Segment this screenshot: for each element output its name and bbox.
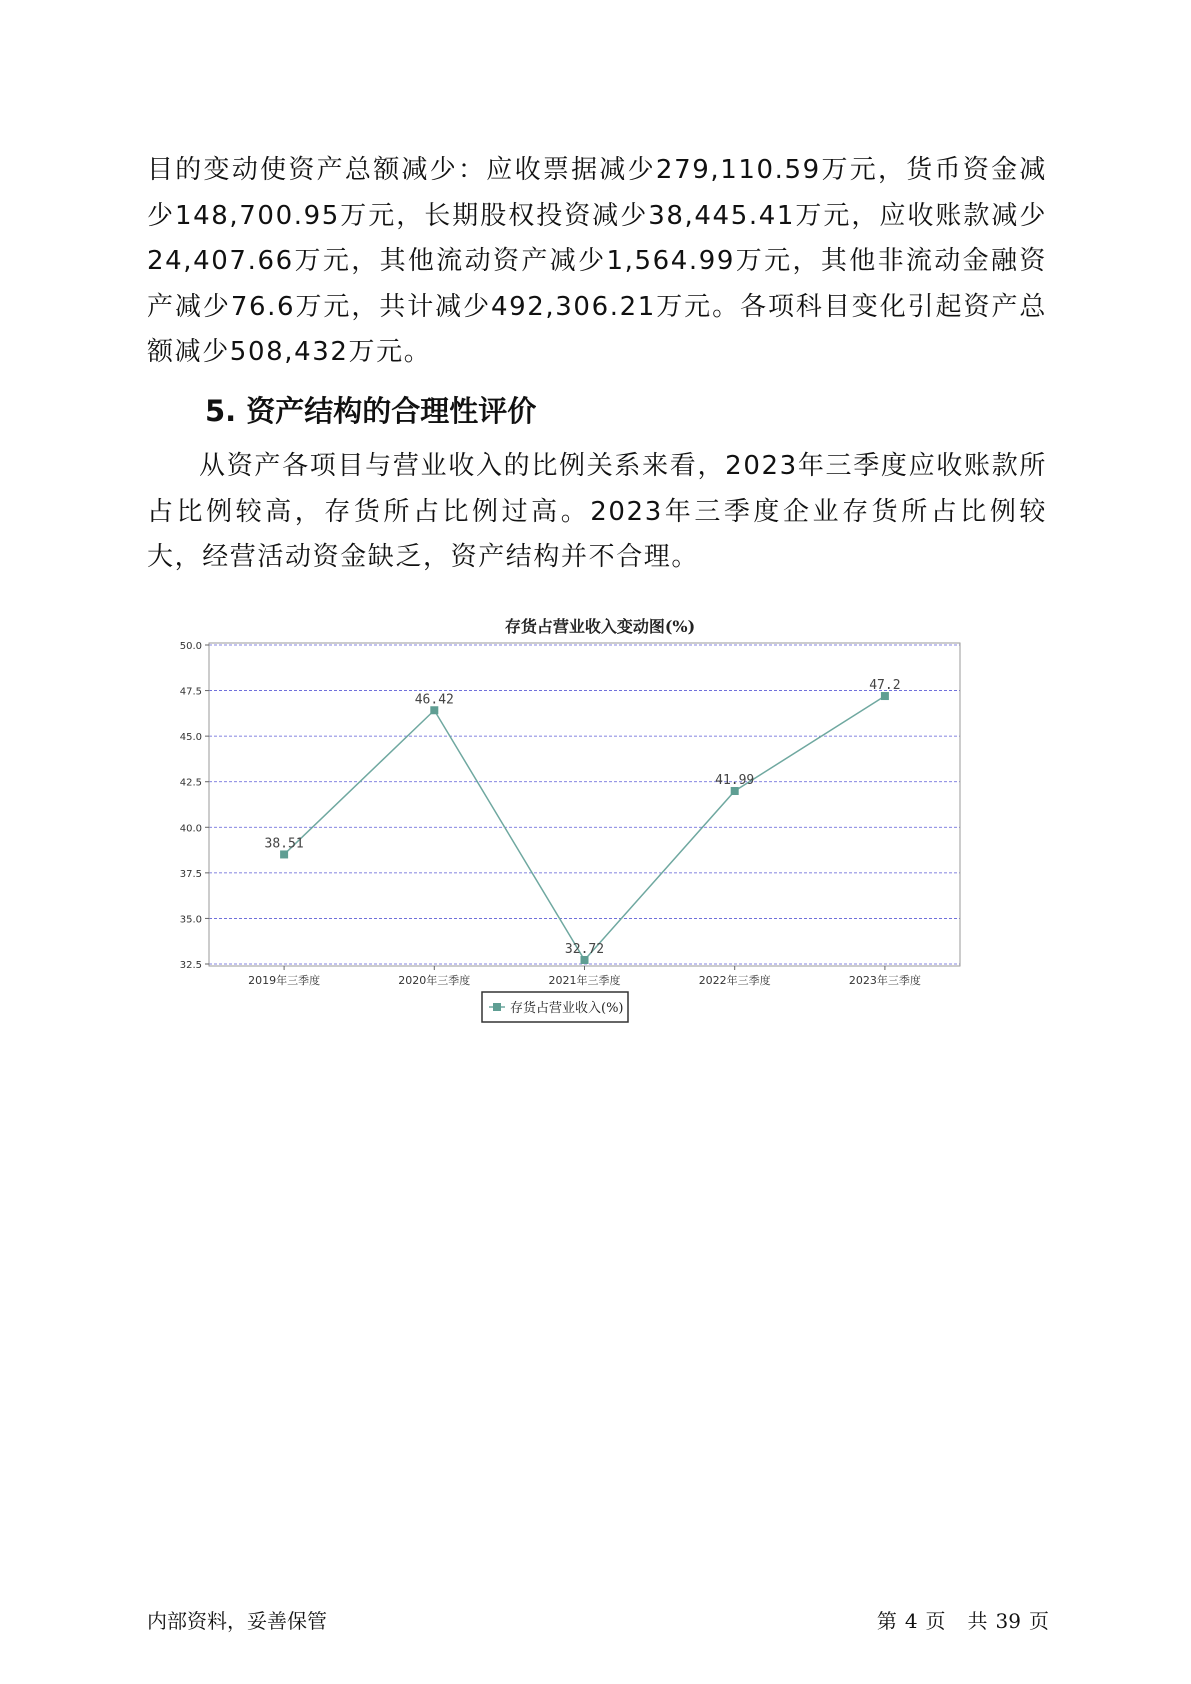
y-tick-label: 47.5 <box>179 686 202 698</box>
x-tick-label: 2020年三季度 <box>398 974 471 987</box>
data-point-marker <box>881 692 889 700</box>
total-pages: 39 <box>995 1609 1021 1633</box>
y-tick-label: 35.0 <box>179 914 202 926</box>
chart-legend <box>482 992 628 1022</box>
total-prefix: 共 <box>967 1609 988 1633</box>
footer-page-info <box>869 1605 1049 1634</box>
y-tick-label: 50.0 <box>179 641 202 652</box>
footer-confidential-note: 内部资料，妥善保管 <box>147 1609 327 1633</box>
body-paragraph-asset-structure: 从资产各项目与营业收入的比例关系来看，2023年三季度应收账款所占比例较高，存货所占比例过高。2023年三季度企业存货所占比例较大，经营活动资金缺乏，资产结构并不合理。 <box>147 451 1047 572</box>
legend-label: 存货占营业收入(%) <box>510 1001 624 1016</box>
section-heading: 5. 资产结构的合理性评价 <box>205 394 537 428</box>
legend-marker-swatch <box>493 1003 501 1011</box>
x-tick-label: 2021年三季度 <box>548 974 621 987</box>
page-number: 4 <box>904 1609 918 1633</box>
series-line <box>284 696 885 960</box>
y-tick-label: 42.5 <box>179 777 202 789</box>
y-tick-label: 37.5 <box>179 868 202 880</box>
data-point-marker <box>430 706 438 714</box>
data-point-marker <box>581 956 589 964</box>
x-tick-label: 2019年三季度 <box>248 974 321 987</box>
data-point-marker <box>731 787 739 795</box>
data-label: 32.72 <box>564 941 605 957</box>
data-label: 47.2 <box>869 678 901 694</box>
y-tick-label: 32.5 <box>179 960 202 971</box>
x-tick-label: 2022年三季度 <box>698 974 771 987</box>
x-tick-label: 2023年三季度 <box>848 974 921 987</box>
y-tick-label: 45.0 <box>179 732 202 744</box>
data-label: 46.42 <box>414 692 454 708</box>
total-unit: 页 <box>1029 1609 1049 1633</box>
data-point-marker <box>280 850 288 858</box>
inventory-ratio-chart <box>160 612 1040 1062</box>
data-label: 38.51 <box>264 836 304 852</box>
page-prefix: 第 <box>876 1609 897 1633</box>
body-paragraph-asset-changes: 目的变动使资产总额减少：应收票据减少279,110.59万元，货币资金减少148,700.95万元，长期股权投资减少38,445.41万元，应收账款减少24,407.66万元，其他流动资产减少1,564.99万元，其他非流动金融资产减少76.6万元，共计减少492,306.21万元。各项科目变化引起资产总额减少508,432万元。 <box>147 155 1047 367</box>
data-label: 41.99 <box>715 773 755 789</box>
y-tick-label: 40.0 <box>179 823 202 835</box>
page-unit: 页 <box>925 1609 946 1633</box>
chart-title: 存货占营业收入变动图(%) <box>504 617 696 636</box>
plot-frame <box>209 643 960 966</box>
